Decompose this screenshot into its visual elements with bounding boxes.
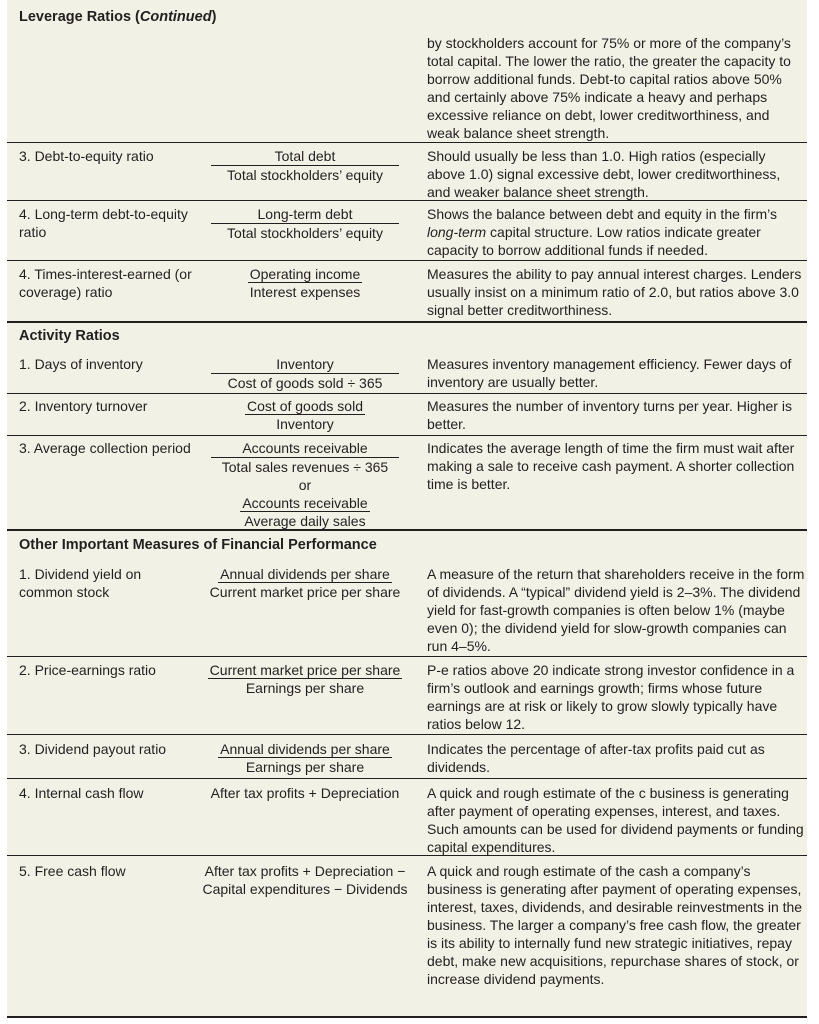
row-divider — [7, 656, 807, 657]
formula-internal-cash-flow — [193, 784, 417, 802]
formula-denominator: Earnings per share — [245, 680, 365, 696]
row-divider — [7, 393, 807, 394]
formula-numerator: Inventory — [211, 355, 399, 374]
ratio-name-debt-to-equity: 3. Debt-to-equity ratio — [19, 148, 154, 164]
ratio-name-inventory-turnover: 2. Inventory turnover — [19, 398, 148, 414]
leverage-continued-description: by stockholders account for 75% or more of the company’s total capital. The lower the ratio, the greater the capacity to borrow additional funds. Debt-to capital ratios above 50% and certainly above 75% indicate a heavy and perhaps excessive reliance on debt, lower creditworthiness, and weak balance sheet strength. — [427, 35, 791, 141]
formula-expression-line1: After tax profits + Depreciation − — [204, 863, 406, 879]
formula-price-earnings — [193, 661, 417, 697]
formula-denominator: Earnings per share — [245, 759, 365, 775]
formula-average-collection-period — [193, 439, 417, 530]
formula-days-of-inventory — [193, 355, 417, 392]
ratio-name-internal-cash-flow: 4. Internal cash flow — [19, 785, 144, 801]
formula-or: or — [298, 477, 312, 493]
formula-denominator: Cost of goods sold ÷ 365 — [227, 375, 383, 391]
formula-numerator: Current market price per share — [209, 662, 401, 678]
ratios-table — [7, 0, 807, 1016]
formula-dividend-payout — [193, 740, 417, 776]
ratio-name-price-earnings: 2. Price-earnings ratio — [19, 662, 156, 678]
row-divider — [7, 142, 807, 143]
formula-denominator: Inventory — [276, 416, 334, 432]
formula-numerator: Total debt — [211, 147, 399, 166]
description-price-earnings: P-e ratios above 20 indicate strong investor confidence in a firm’s outlook and earnings growth; firms whose future earnings are at risk or likely to grow slowly typically have ratios below 12. — [427, 662, 795, 732]
table-bottom-rule — [7, 1016, 807, 1018]
ratio-name-long-term-debt-to-equity: 4. Long-term debt-to-equity ratio — [19, 206, 188, 240]
formula-denominator: Total stockholders’ equity — [227, 225, 383, 241]
formula-numerator: Long-term debt — [211, 205, 399, 224]
ratio-name-dividend-yield: 1. Dividend yield on common stock — [19, 566, 142, 600]
row-divider — [7, 855, 807, 856]
formula-numerator: Accounts receivable — [211, 439, 399, 458]
description-days-of-inventory: Measures inventory management efficiency. Fewer days of inventory are usually better. — [427, 356, 792, 390]
description-average-collection-period: Indicates the average length of time the firm must wait after making a sale to receive cash payment. A shorter collection time is better. — [427, 440, 795, 492]
formula-long-term-debt-to-equity — [193, 205, 417, 242]
row-divider — [7, 200, 807, 201]
formula-free-cash-flow — [193, 862, 417, 898]
description-long-term-debt-to-equity: Shows the balance between debt and equity in the firm’s long-term capital structure. Low ratios indicate greater capacity to borrow additional funds if needed. — [427, 206, 777, 258]
description-dividend-yield: A measure of the return that shareholders receive in the form of dividends. A “typical” dividend yield is 2–3%. The dividend yield for fast-growth companies is often below 1% (maybe even 0); the dividend yield for slow-growth companies can run 4–5%. — [427, 566, 805, 654]
section-divider — [7, 321, 807, 323]
row-divider — [7, 734, 807, 735]
row-divider — [7, 778, 807, 779]
section-divider — [7, 529, 807, 531]
description-dividend-payout: Indicates the percentage of after-tax profits paid cut as dividends. — [427, 741, 765, 775]
formula-inventory-turnover — [193, 397, 417, 433]
formula-numerator: Annual dividends per share — [220, 566, 390, 582]
formula-denominator-alt: Average daily sales — [244, 513, 366, 529]
ratio-name-average-collection-period: 3. Average collection period — [19, 440, 191, 456]
row-divider — [7, 435, 807, 436]
formula-expression-line2: Capital expenditures − Dividends — [202, 881, 408, 897]
section-title-leverage: Leverage Ratios (Continued) — [19, 9, 217, 25]
ratio-name-days-of-inventory: 1. Days of inventory — [19, 356, 143, 372]
row-divider — [7, 260, 807, 261]
ratio-name-times-interest-earned: 4. Times-interest-earned (or coverage) ratio — [19, 266, 192, 300]
formula-debt-to-equity — [193, 147, 417, 184]
formula-denominator: Interest expenses — [249, 284, 361, 300]
description-times-interest-earned: Measures the ability to pay annual interest charges. Lenders usually insist on a minimum ratio of 2.0, but ratios above 3.0 signal better creditworthiness. — [427, 266, 802, 318]
ratio-name-free-cash-flow: 5. Free cash flow — [19, 863, 126, 879]
formula-numerator: Annual dividends per share — [220, 741, 390, 757]
formula-times-interest-earned — [193, 265, 417, 301]
formula-denominator: Total sales revenues ÷ 365 — [221, 459, 389, 475]
section-title-other-measures: Other Important Measures of Financial Performance — [19, 537, 377, 553]
formula-denominator: Current market price per share — [209, 584, 401, 600]
section-title-activity: Activity Ratios — [19, 328, 120, 344]
description-internal-cash-flow: A quick and rough estimate of the c business is generating after payment of operating expenses, interest, and taxes. Such amounts can be used for dividend payments or funding capital expenditures. — [427, 785, 804, 855]
formula-dividend-yield — [193, 565, 417, 601]
description-free-cash-flow: A quick and rough estimate of the cash a company’s business is generating after payment of operating expenses, interest, taxes, dividends, and desirable reinvestments in the business. The larger a company’s free cash flow, the greater is its ability to internally fund new strategic initiatives, repay debt, make new acquisitions, repurchase shares of stock, or increase dividend payments. — [427, 863, 803, 987]
description-inventory-turnover: Measures the number of inventory turns per year. Higher is better. — [427, 398, 792, 432]
ratio-name-dividend-payout: 3. Dividend payout ratio — [19, 741, 167, 757]
formula-denominator: Total stockholders’ equity — [227, 167, 383, 183]
formula-expression: After tax profits + Depreciation — [210, 785, 400, 801]
formula-numerator-alt: Accounts receivable — [242, 495, 368, 511]
formula-numerator: Operating income — [249, 266, 361, 282]
description-debt-to-equity: Should usually be less than 1.0. High ratios (especially above 1.0) signal excessive debt, lower creditworthiness, and weaker balance sheet strength. — [427, 148, 781, 200]
formula-numerator: Cost of goods sold — [247, 398, 363, 414]
